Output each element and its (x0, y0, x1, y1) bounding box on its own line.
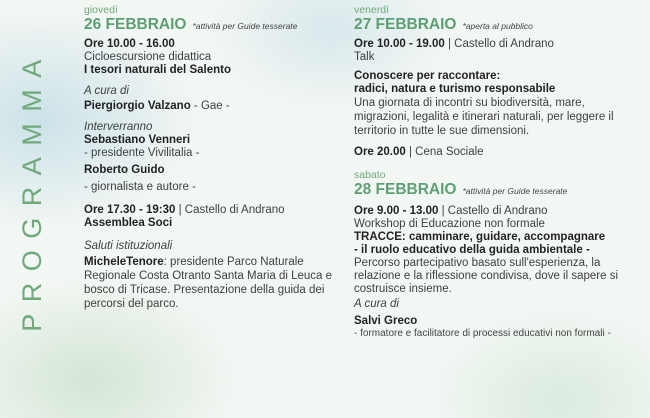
dinner-label: | Cena Sociale (405, 146, 484, 158)
activity-type: Talk (354, 51, 375, 63)
weekday-label: giovedì (84, 4, 118, 16)
day-friday-saturday-column (354, 0, 642, 340)
date-note: *attività per Guide tesserate (462, 186, 568, 196)
time-slot (354, 146, 642, 159)
programma-title: PROGRAMMA (16, 48, 47, 332)
activity-title-2: radici, natura e turismo responsabile (354, 83, 556, 95)
activity-description: Percorso partecipativo basato sull'esperienza, la relazione e la riflessione condivisa, dove il sapere si costruisce insieme. (354, 257, 619, 295)
date-row (354, 181, 642, 199)
date-note: *aperta al pubblico (462, 21, 533, 31)
care-role: - Gae - (190, 100, 230, 112)
care-person (84, 100, 334, 113)
speakers-label: Interverranno (84, 121, 153, 133)
activity-type: Workshop di Educazione non formale (354, 218, 545, 230)
activity-description: Una giornata di incontri su biodiversità, mare, migrazioni, legalità e itinerari naturali, per leggere il territorio in tutte le sue dimensioni. (354, 97, 614, 137)
care-label: A cura di (354, 298, 399, 310)
speaker-name: Roberto Guido (84, 164, 165, 176)
date-heading: 28 FEBBRAIO (354, 181, 457, 198)
time-bold: Ore 10.00 - 19.00 (354, 38, 445, 50)
time-place: | Castello di Andrano (444, 38, 554, 50)
activity-title: I tesori naturali del Salento (84, 64, 231, 76)
speaker-name: Sebastiano Venneri (84, 134, 191, 146)
care-name: Piergiorgio Valzano (84, 100, 191, 112)
greetings-text (84, 255, 334, 311)
time-slot (84, 204, 334, 217)
weekday-label: sabato (354, 169, 386, 181)
activity-title: Assemblea Soci (84, 217, 173, 229)
time-bold: Ore 9.00 - 13.00 (354, 205, 439, 217)
time-slot (354, 205, 642, 218)
speaker-role: - giornalista e autore - (84, 181, 196, 193)
greetings-label: Saluti istituzionali (84, 240, 173, 252)
day-thursday-column (84, 0, 334, 311)
time-place: | Castello di Andrano (438, 205, 548, 217)
speaker-role: - presidente Vivilitalia - (84, 147, 200, 159)
date-row (354, 16, 642, 34)
activity-title: Conoscere per raccontare: (354, 70, 501, 82)
greetings-body: : presidente Parco Naturale Regionale Costa Otranto Santa Maria di Leuca e bosco di Tricase. Presentazione della guida dei percorsi del parco. (84, 256, 333, 310)
date-heading: 26 FEBBRAIO (84, 16, 187, 33)
date-heading: 27 FEBBRAIO (354, 16, 457, 33)
date-row (84, 16, 334, 34)
time-bold: Ore 17.30 - 19:30 (84, 204, 176, 216)
time-slot (354, 38, 642, 51)
activity-title: TRACCE: camminare, guidare, accompagnare (354, 231, 606, 243)
care-role: - formatore e facilitatore di processi educativi non formali - (354, 328, 611, 339)
activity-subtitle: - il ruolo educativo della guida ambientale - (354, 244, 590, 256)
date-note: *attività per Guide tesserate (192, 21, 298, 31)
care-label: A cura di (84, 85, 129, 97)
time-bold: Ore 20.00 (354, 146, 406, 158)
greetings-name: MicheleTenore (84, 256, 164, 268)
care-name: Salvi Greco (354, 315, 418, 327)
weekday-label: venerdì (354, 4, 390, 16)
activity-type: Cicloescursione didattica (84, 51, 212, 63)
time-slot: Ore 10.00 - 16.00 (84, 38, 175, 50)
time-place: | Castello di Andrano (175, 204, 285, 216)
